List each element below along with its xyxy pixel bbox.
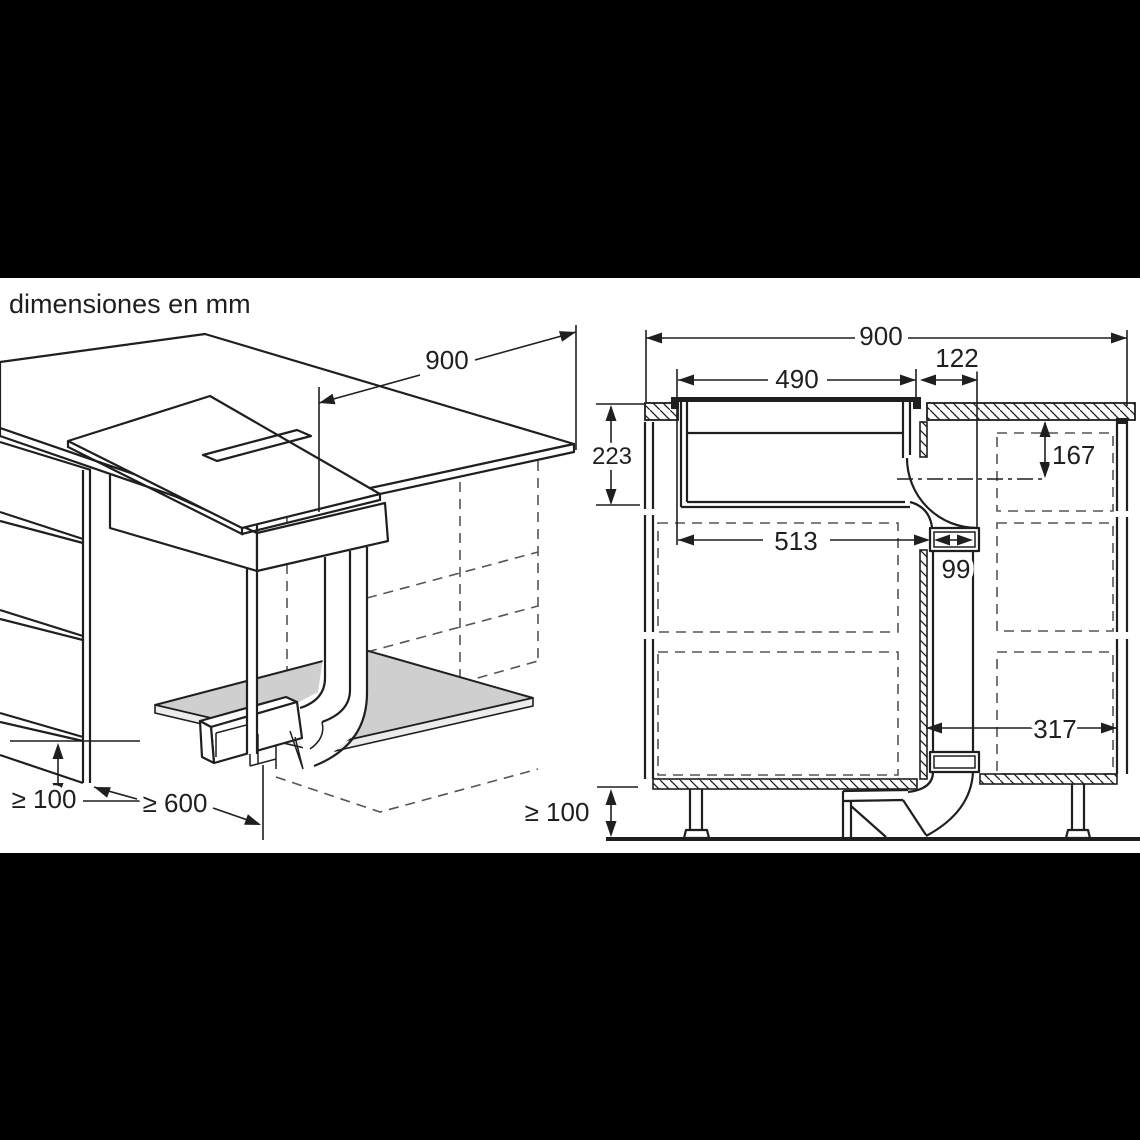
dim-label-317: 317 bbox=[1033, 714, 1077, 744]
dim-label-490: 490 bbox=[775, 364, 819, 394]
dim-label-ge100-iso: ≥ 100 bbox=[11, 784, 77, 814]
dim-label-900-iso: 900 bbox=[425, 345, 469, 375]
dim-label-ge100-sec: ≥ 100 bbox=[524, 797, 590, 827]
letterbox-bottom bbox=[0, 853, 1140, 1140]
dim-label-122: 122 bbox=[935, 343, 979, 373]
dim-label-900-sec: 900 bbox=[859, 321, 903, 351]
floor-line bbox=[606, 837, 1140, 841]
letterbox-top bbox=[0, 0, 1140, 278]
dim-label-513: 513 bbox=[774, 526, 818, 556]
dim-label-ge600-iso: ≥ 600 bbox=[142, 788, 208, 818]
drawing-title: dimensiones en mm bbox=[9, 289, 251, 319]
dim-label-167: 167 bbox=[1052, 440, 1096, 470]
flat-duct-outlet bbox=[200, 721, 214, 763]
dim-label-223: 223 bbox=[591, 443, 633, 470]
hob-glass-section bbox=[671, 397, 921, 402]
dim-label-99: 99 bbox=[941, 554, 971, 584]
